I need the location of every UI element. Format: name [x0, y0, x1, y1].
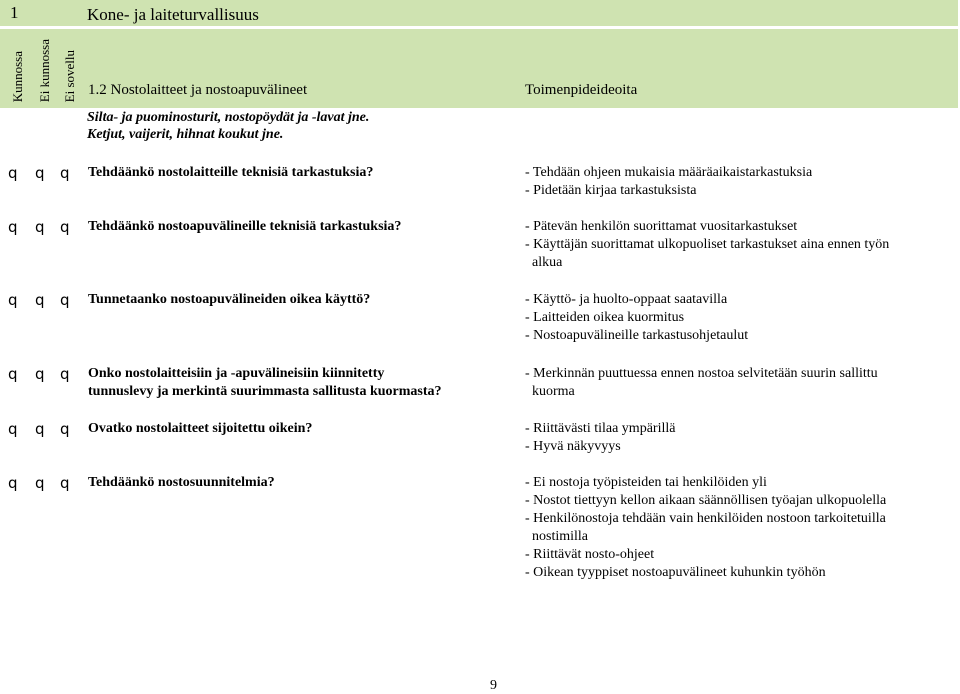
action-line: - Pätevän henkilön suorittamat vuositarkastukset — [525, 219, 798, 234]
action-line: alkua — [525, 255, 563, 270]
question-text — [88, 291, 508, 309]
question-line: Ovatko nostolaitteet sijoitettu oikein? — [88, 421, 313, 436]
question-text — [88, 420, 508, 438]
question-text — [88, 365, 508, 401]
action-line: - Ei nostoja työpisteiden tai henkilöiden yli — [525, 475, 767, 490]
checkbox-ei-sovellu[interactable]: q — [60, 474, 70, 492]
question-text — [88, 474, 508, 492]
action-line: - Riittävästi tilaa ympärillä — [525, 421, 676, 436]
action-line: nostimilla — [525, 529, 588, 544]
page-number: 9 — [490, 678, 497, 693]
question-line: Tunnetaanko nostoapuvälineiden oikea käyttö? — [88, 292, 371, 307]
action-line: - Merkinnän puuttuessa ennen nostoa selvitetään suurin sallittu — [525, 366, 878, 381]
question-line: tunnuslevy ja merkintä suurimmasta sallitusta kuormasta? — [88, 384, 442, 399]
question-line: Tehdäänkö nostoapuvälineille teknisiä tarkastuksia? — [88, 219, 402, 234]
section-header — [0, 29, 958, 108]
chapter-title: Kone- ja laiteturvallisuus — [87, 5, 259, 24]
checkbox-ei-sovellu[interactable]: q — [60, 365, 70, 383]
action-ideas — [525, 164, 935, 200]
section-title: 1.2 Nostolaitteet ja nostoapuvälineet — [88, 82, 308, 98]
question-line: Tehdäänkö nostosuunnitelmia? — [88, 475, 275, 490]
checkbox-ei-sovellu[interactable]: q — [60, 218, 70, 236]
checkbox-ei-kunnossa[interactable]: q — [35, 474, 45, 492]
chapter-title-bar — [0, 0, 958, 26]
action-line: - Pidetään kirjaa tarkastuksista — [525, 183, 697, 198]
chapter-number: 1 — [10, 3, 19, 22]
action-line: - Tehdään ohjeen mukaisia määräaikaistarkastuksia — [525, 165, 813, 180]
checkbox-ei-kunnossa[interactable]: q — [35, 420, 45, 438]
checkbox-ei-kunnossa[interactable]: q — [35, 218, 45, 236]
col-header-ei-sovellu: Ei sovellu — [62, 49, 77, 102]
action-ideas — [525, 291, 935, 345]
question-line: Onko nostolaitteisiin ja -apuvälineisiin kiinnitetty — [88, 366, 385, 381]
checkbox-ei-kunnossa[interactable]: q — [35, 291, 45, 309]
checkbox-kunnossa[interactable]: q — [8, 164, 18, 182]
action-line: - Henkilönostoja tehdään vain henkilöiden nostoon tarkoitetuilla — [525, 511, 886, 526]
action-line: - Oikean tyyppiset nostoapuvälineet kuhunkin työhön — [525, 565, 826, 580]
subtitle-line-1: Silta- ja puominosturit, nostopöydät ja -lavat jne. — [87, 110, 370, 125]
checkbox-kunnossa[interactable]: q — [8, 420, 18, 438]
checkbox-ei-sovellu[interactable]: q — [60, 164, 70, 182]
question-text — [88, 164, 508, 182]
checkbox-kunnossa[interactable]: q — [8, 291, 18, 309]
actions-column-title: Toimenpideideoita — [525, 82, 638, 98]
action-ideas — [525, 218, 935, 272]
action-line: - Käyttö- ja huolto-oppaat saatavilla — [525, 292, 728, 307]
question-text — [88, 218, 508, 236]
subtitle-line-2: Ketjut, vaijerit, hihnat koukut jne. — [87, 127, 284, 142]
checkbox-ei-sovellu[interactable]: q — [60, 291, 70, 309]
action-ideas — [525, 365, 935, 401]
action-line: kuorma — [525, 384, 575, 399]
col-header-ei-kunnossa: Ei kunnossa — [37, 38, 52, 102]
checkbox-ei-kunnossa[interactable]: q — [35, 164, 45, 182]
action-line: - Nostoapuvälineille tarkastusohjetaulut — [525, 328, 749, 343]
action-line: - Käyttäjän suorittamat ulkopuoliset tarkastukset aina ennen työn — [525, 237, 890, 252]
action-line: - Hyvä näkyvyys — [525, 439, 621, 454]
action-line: - Laitteiden oikea kuormitus — [525, 310, 685, 325]
action-line: - Nostot tiettyyn kellon aikaan säännöllisen työajan ulkopuolella — [525, 493, 887, 508]
checkbox-kunnossa[interactable]: q — [8, 474, 18, 492]
action-ideas — [525, 474, 935, 582]
checkbox-ei-sovellu[interactable]: q — [60, 420, 70, 438]
checkbox-kunnossa[interactable]: q — [8, 218, 18, 236]
action-line: - Riittävät nosto-ohjeet — [525, 547, 655, 562]
col-header-kunnossa: Kunnossa — [10, 50, 25, 102]
action-ideas — [525, 420, 935, 456]
checkbox-kunnossa[interactable]: q — [8, 365, 18, 383]
checkbox-ei-kunnossa[interactable]: q — [35, 365, 45, 383]
question-line: Tehdäänkö nostolaitteille teknisiä tarkastuksia? — [88, 165, 374, 180]
